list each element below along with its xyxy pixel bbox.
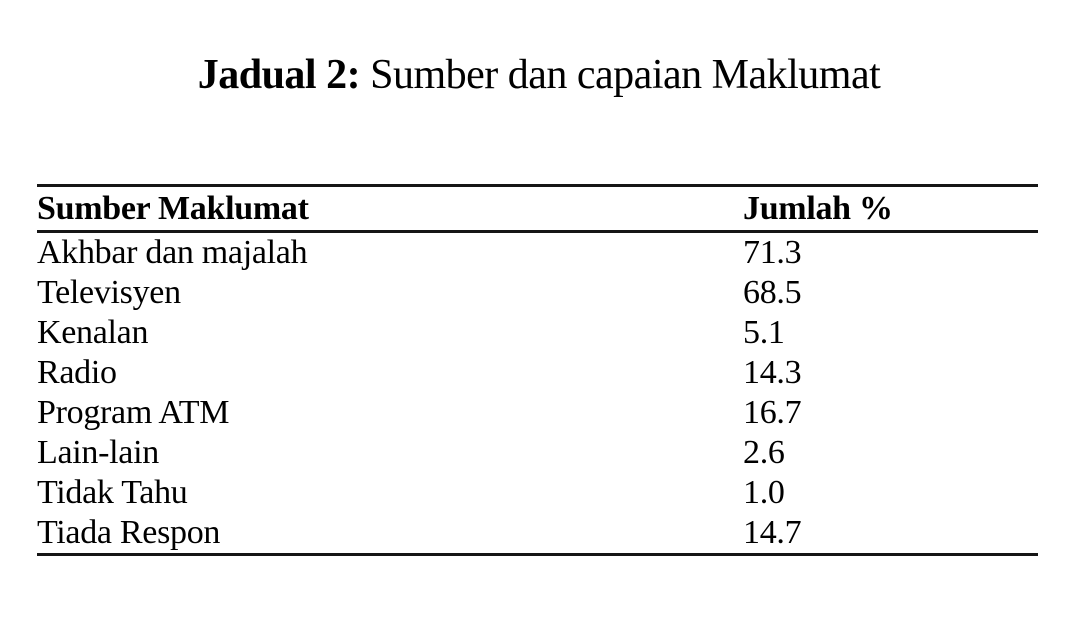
source-cell: Akhbar dan majalah	[37, 234, 308, 271]
column-header-sumber-maklumat: Sumber Maklumat	[37, 186, 743, 232]
source-cell: Kenalan	[37, 314, 149, 351]
value-cell: 16.7	[743, 394, 802, 431]
table-header-row	[37, 186, 1038, 232]
column-header-jumlah: Jumlah %	[743, 186, 1038, 232]
source-cell: Tidak Tahu	[37, 474, 188, 511]
document-page	[0, 48, 1078, 622]
source-cell: Radio	[37, 354, 117, 391]
data-table-container	[37, 184, 1038, 556]
value-cell: 2.6	[743, 434, 785, 471]
source-cell: Lain-lain	[37, 434, 159, 471]
value-cell: 68.5	[743, 274, 802, 311]
value-cell: 5.1	[743, 314, 785, 351]
table-row	[37, 433, 1038, 473]
value-cell: 1.0	[743, 474, 785, 511]
value-cell: 14.7	[743, 513, 1038, 555]
data-table	[37, 184, 1038, 556]
table-row	[37, 473, 1038, 513]
table-caption	[0, 48, 1078, 102]
source-cell: Tiada Respon	[37, 513, 743, 555]
table-row	[37, 393, 1038, 433]
table-caption-number: Jadual 2:	[197, 52, 361, 98]
table-row	[37, 313, 1038, 353]
table-row	[37, 232, 1038, 274]
table-row	[37, 353, 1038, 393]
value-cell: 71.3	[743, 234, 802, 271]
source-cell: Program ATM	[37, 394, 230, 431]
value-cell: 14.3	[743, 354, 802, 391]
table-row	[37, 513, 1038, 555]
table-row	[37, 273, 1038, 313]
table-caption-title: Sumber dan capaian Maklumat	[360, 52, 881, 98]
source-cell: Televisyen	[37, 274, 181, 311]
